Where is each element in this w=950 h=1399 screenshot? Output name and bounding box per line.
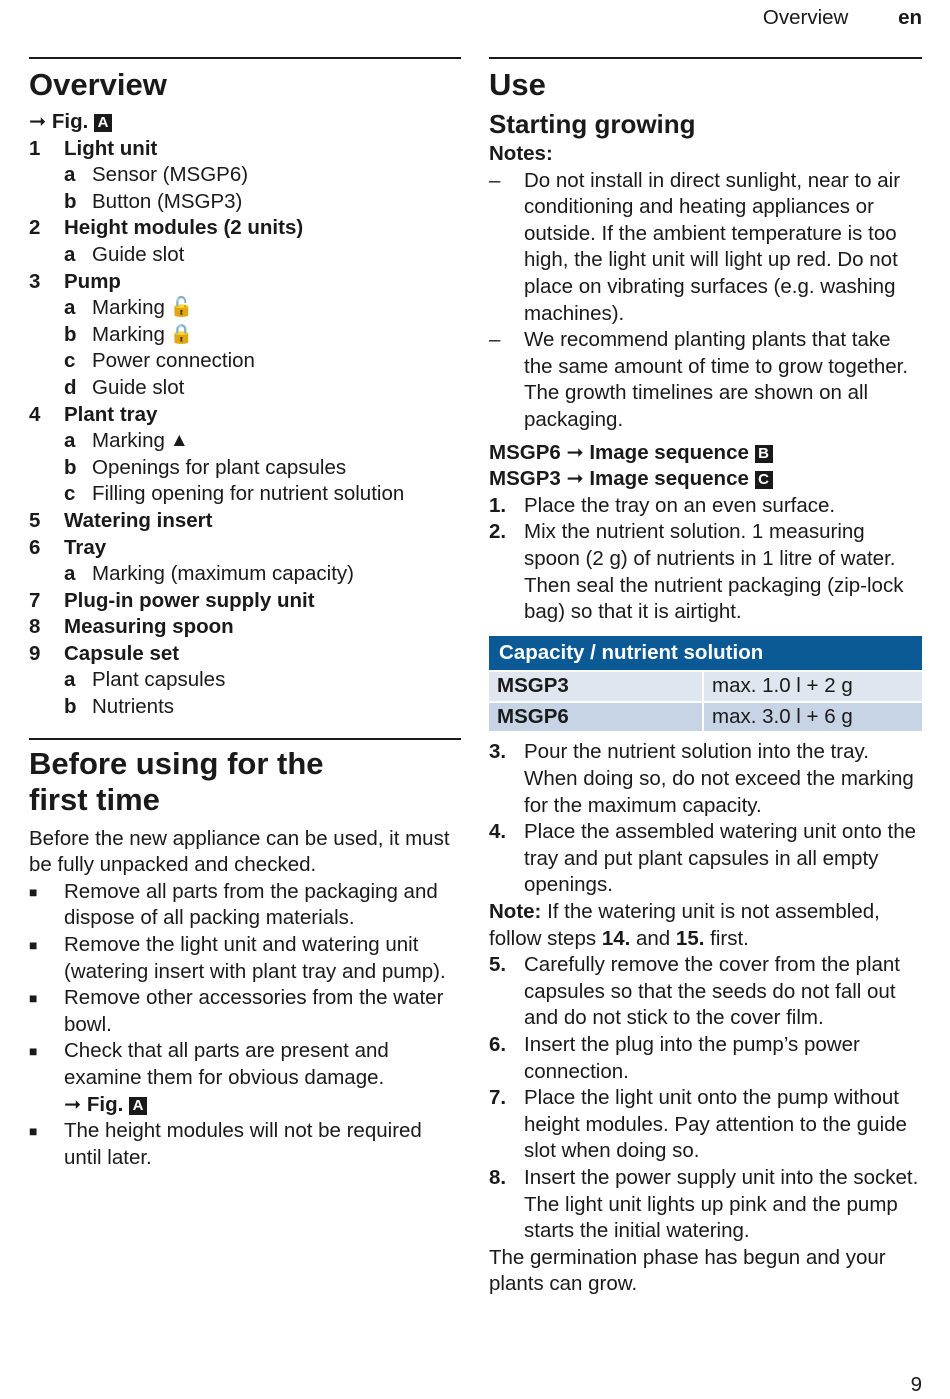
item-number: 5 [29, 508, 41, 532]
subitem-text: Sensor (MSGP6) [92, 163, 249, 187]
overview-subitem [29, 694, 461, 721]
subitem-text: Marking [92, 429, 165, 453]
subitem-letter: b [64, 695, 77, 719]
list-item [29, 932, 461, 985]
lock-icon: 🔒 [169, 323, 194, 345]
subitem-text: Guide slot [92, 242, 185, 266]
step-number: 3. [489, 740, 507, 764]
capacity-table [489, 636, 922, 732]
item-number: 6 [29, 535, 41, 559]
overview-subitem [29, 375, 461, 402]
overview-subitem [29, 481, 461, 508]
step-number: 6. [489, 1033, 507, 1056]
step-item [489, 739, 922, 819]
table-cell-value: max. 3.0 l + 6 g [703, 702, 922, 732]
arrow-right-icon: ➞ [560, 467, 590, 491]
dash-marker: – [489, 328, 501, 352]
table-cell-value: max. 1.0 l + 2 g [703, 671, 922, 702]
item-label: Watering insert [64, 508, 213, 532]
subitem-text: Filling opening for nutrient solution [92, 482, 405, 506]
subitem-letter: b [64, 455, 77, 479]
section-rule [489, 57, 922, 59]
fig-letter-badge: C [755, 471, 773, 489]
overview-item [29, 641, 461, 668]
bullet-text: Remove other accessories from the water bowl. [64, 986, 444, 1036]
overview-subitem [29, 455, 461, 482]
arrow-right-icon: ➞ [560, 440, 590, 464]
fig-letter-badge: B [755, 445, 773, 463]
step-number: 4. [489, 820, 507, 844]
section-rule [29, 57, 461, 59]
table-row [489, 702, 922, 732]
fig-letter-badge: A [129, 1097, 147, 1115]
bullet-text: Remove the light unit and watering unit (watering insert with plant tray and pump). [64, 933, 446, 983]
step-item [489, 819, 922, 899]
item-label: Capsule set [64, 641, 180, 665]
subitem-text: Marking [92, 322, 165, 346]
step-item [489, 1165, 922, 1245]
note-text: Do not install in direct sunlight, near to air conditioning and heating appliances or outside. If the ambient temperature is too high, the light unit will light up red. Do not place on vibrating surfaces (e.g. washing machines). [524, 168, 901, 325]
subitem-letter: a [64, 562, 76, 586]
step-item [489, 1032, 922, 1085]
step-text: Insert the plug into the pump’s power connection. [524, 1033, 860, 1083]
arrow-right-icon: ➞ [29, 110, 47, 133]
header-language: en [898, 6, 922, 29]
step-item [489, 952, 922, 1032]
note-item [489, 327, 922, 433]
subitem-text: Marking (maximum capacity) [92, 562, 354, 586]
note-text: We recommend planting plants that take the same amount of time to grow together. The growth timelines are shown on all packaging. [524, 328, 909, 431]
item-label: Measuring spoon [64, 615, 234, 639]
step-number: 8. [489, 1165, 507, 1189]
table-cell-model: MSGP6 [489, 702, 703, 732]
subitem-letter: b [64, 322, 77, 346]
bullet-text: Remove all parts from the packaging and dispose of all packing materials. [64, 879, 438, 930]
overview-subitem [29, 189, 461, 216]
table-header: Capacity / nutrient solution [489, 636, 922, 672]
overview-item [29, 588, 461, 615]
item-number: 9 [29, 641, 41, 665]
overview-item [29, 402, 461, 429]
image-sequence-refs [489, 440, 922, 493]
triangle-marker-icon: ▲ [169, 430, 189, 452]
steps-list [489, 952, 922, 1245]
overview-item [29, 508, 461, 535]
step-number: 7. [489, 1086, 507, 1110]
overview-subitem [29, 162, 461, 189]
list-item [29, 985, 461, 1038]
right-column [489, 57, 922, 1298]
bullet-text: Check that all parts are present and examine them for obvious damage. [64, 1039, 389, 1089]
overview-subitem [29, 667, 461, 694]
list-item [29, 879, 461, 932]
fig-letter-badge: A [94, 114, 112, 132]
dash-marker: – [489, 168, 501, 192]
step-number: 5. [489, 953, 507, 977]
step-item [489, 1085, 922, 1165]
item-number: 3 [29, 269, 41, 293]
square-bullet-icon: ■ [29, 937, 38, 954]
table-cell-model: MSGP3 [489, 671, 703, 702]
table-row [489, 671, 922, 702]
square-bullet-icon: ■ [29, 883, 38, 900]
step-text: Place the tray on an even surface. [524, 493, 836, 517]
overview-subitem [29, 322, 461, 349]
step-item [489, 493, 922, 520]
overview-item [29, 136, 461, 163]
overview-fig-ref: ➞ Fig. A [29, 109, 461, 136]
subitem-text: Nutrients [92, 695, 175, 719]
overview-subitem [29, 561, 461, 588]
subitem-letter: a [64, 429, 76, 453]
image-sequence-ref [489, 440, 922, 467]
steps-list [489, 493, 922, 626]
subitem-letter: a [64, 296, 76, 320]
item-label: Tray [64, 535, 107, 559]
subitem-text: Guide slot [92, 375, 185, 399]
subitem-letter: d [64, 375, 77, 399]
subitem-text: Openings for plant capsules [92, 455, 347, 479]
overview-subitem [29, 348, 461, 375]
notes-label: Notes: [489, 142, 553, 165]
subitem-letter: c [64, 482, 76, 506]
unlock-icon: 🔓 [169, 297, 194, 319]
left-column [29, 57, 461, 1171]
note-paragraph: Note: If the watering unit is not assembled, follow steps 14. and 15. first. [489, 900, 880, 950]
overview-subitem [29, 295, 461, 322]
step-text: Pour the nutrient solution into the tray. When doing so, do not exceed the marking for the maximum capacity. [524, 740, 914, 817]
subitem-text: Power connection [92, 349, 255, 373]
note-item [489, 168, 922, 328]
item-label: Plant tray [64, 402, 158, 426]
before-bullet-list [29, 879, 461, 1092]
subitem-letter: a [64, 242, 76, 266]
step-number: 2. [489, 520, 507, 544]
item-label: Plug-in power supply unit [64, 588, 315, 612]
sequence-label: Image sequence [589, 467, 749, 491]
step-text: Carefully remove the cover from the plant capsules so that the seeds do not fall out and do not stick to the cover film. [524, 953, 900, 1030]
header-section: Overview [762, 6, 849, 29]
closing-text: The germination phase has begun and your plants can grow. [489, 1245, 886, 1296]
before-fig-ref: ➞ Fig. A [29, 1092, 461, 1119]
overview-item [29, 614, 461, 641]
before-bullet-list-last [29, 1118, 461, 1171]
page-number: 9 [910, 1373, 922, 1396]
model-name: MSGP3 [489, 467, 561, 491]
square-bullet-icon: ■ [29, 990, 38, 1007]
item-number: 1 [29, 136, 41, 160]
step-text: Place the assembled watering unit onto the tray and put plant capsules in all empty openings. [524, 820, 917, 897]
item-number: 7 [29, 588, 41, 612]
item-label: Pump [64, 269, 121, 293]
overview-item [29, 269, 461, 296]
model-name: MSGP6 [489, 440, 561, 464]
item-label: Light unit [64, 136, 158, 160]
use-title: Use [489, 67, 546, 102]
use-subtitle: Starting growing [489, 109, 696, 139]
step-text: Mix the nutrient solution. 1 measuring spoon (2 g) of nutrients in 1 litre of water. Then seal the nutrient packaging (zip-lock bag) so that it is airtight. [524, 520, 904, 624]
image-sequence-ref [489, 466, 922, 493]
overview-subitem [29, 428, 461, 455]
step-text: Insert the power supply unit into the socket. The light unit lights up pink and the pump starts the initial watering. [524, 1165, 919, 1243]
item-number: 2 [29, 216, 41, 240]
subitem-text: Plant capsules [92, 668, 226, 692]
overview-item [29, 535, 461, 562]
list-item: ■ The height modules will not be required until later. [29, 1118, 461, 1171]
subitem-letter: a [64, 668, 76, 692]
sequence-label: Image sequence [589, 440, 749, 464]
subitem-letter: a [64, 163, 76, 187]
item-label: Height modules (2 units) [64, 216, 304, 240]
subitem-text: Marking [92, 296, 165, 320]
list-item [29, 1038, 461, 1091]
before-title: Before using for the first time [29, 745, 324, 817]
section-rule [29, 738, 461, 740]
overview-subitem [29, 242, 461, 269]
overview-parts-list [29, 136, 461, 721]
square-bullet-icon: ■ [29, 1043, 38, 1060]
notes-list [489, 168, 922, 434]
overview-title: Overview [29, 67, 167, 102]
subitem-text: Button (MSGP3) [92, 189, 243, 213]
square-bullet-icon: ■ [29, 1123, 38, 1140]
subitem-letter: b [64, 189, 77, 213]
step-number: 1. [489, 493, 507, 517]
step-item [489, 519, 922, 625]
before-intro: Before the new appliance can be used, it must be fully unpacked and checked. [29, 826, 450, 877]
overview-item [29, 215, 461, 242]
item-number: 4 [29, 402, 41, 426]
step-text: Place the light unit onto the pump without height modules. Pay attention to the guide slot when doing so. [524, 1086, 907, 1163]
subitem-letter: c [64, 349, 76, 373]
item-number: 8 [29, 615, 41, 639]
arrow-right-icon: ➞ [64, 1092, 82, 1116]
steps-list [489, 739, 922, 899]
page-header [763, 5, 922, 32]
